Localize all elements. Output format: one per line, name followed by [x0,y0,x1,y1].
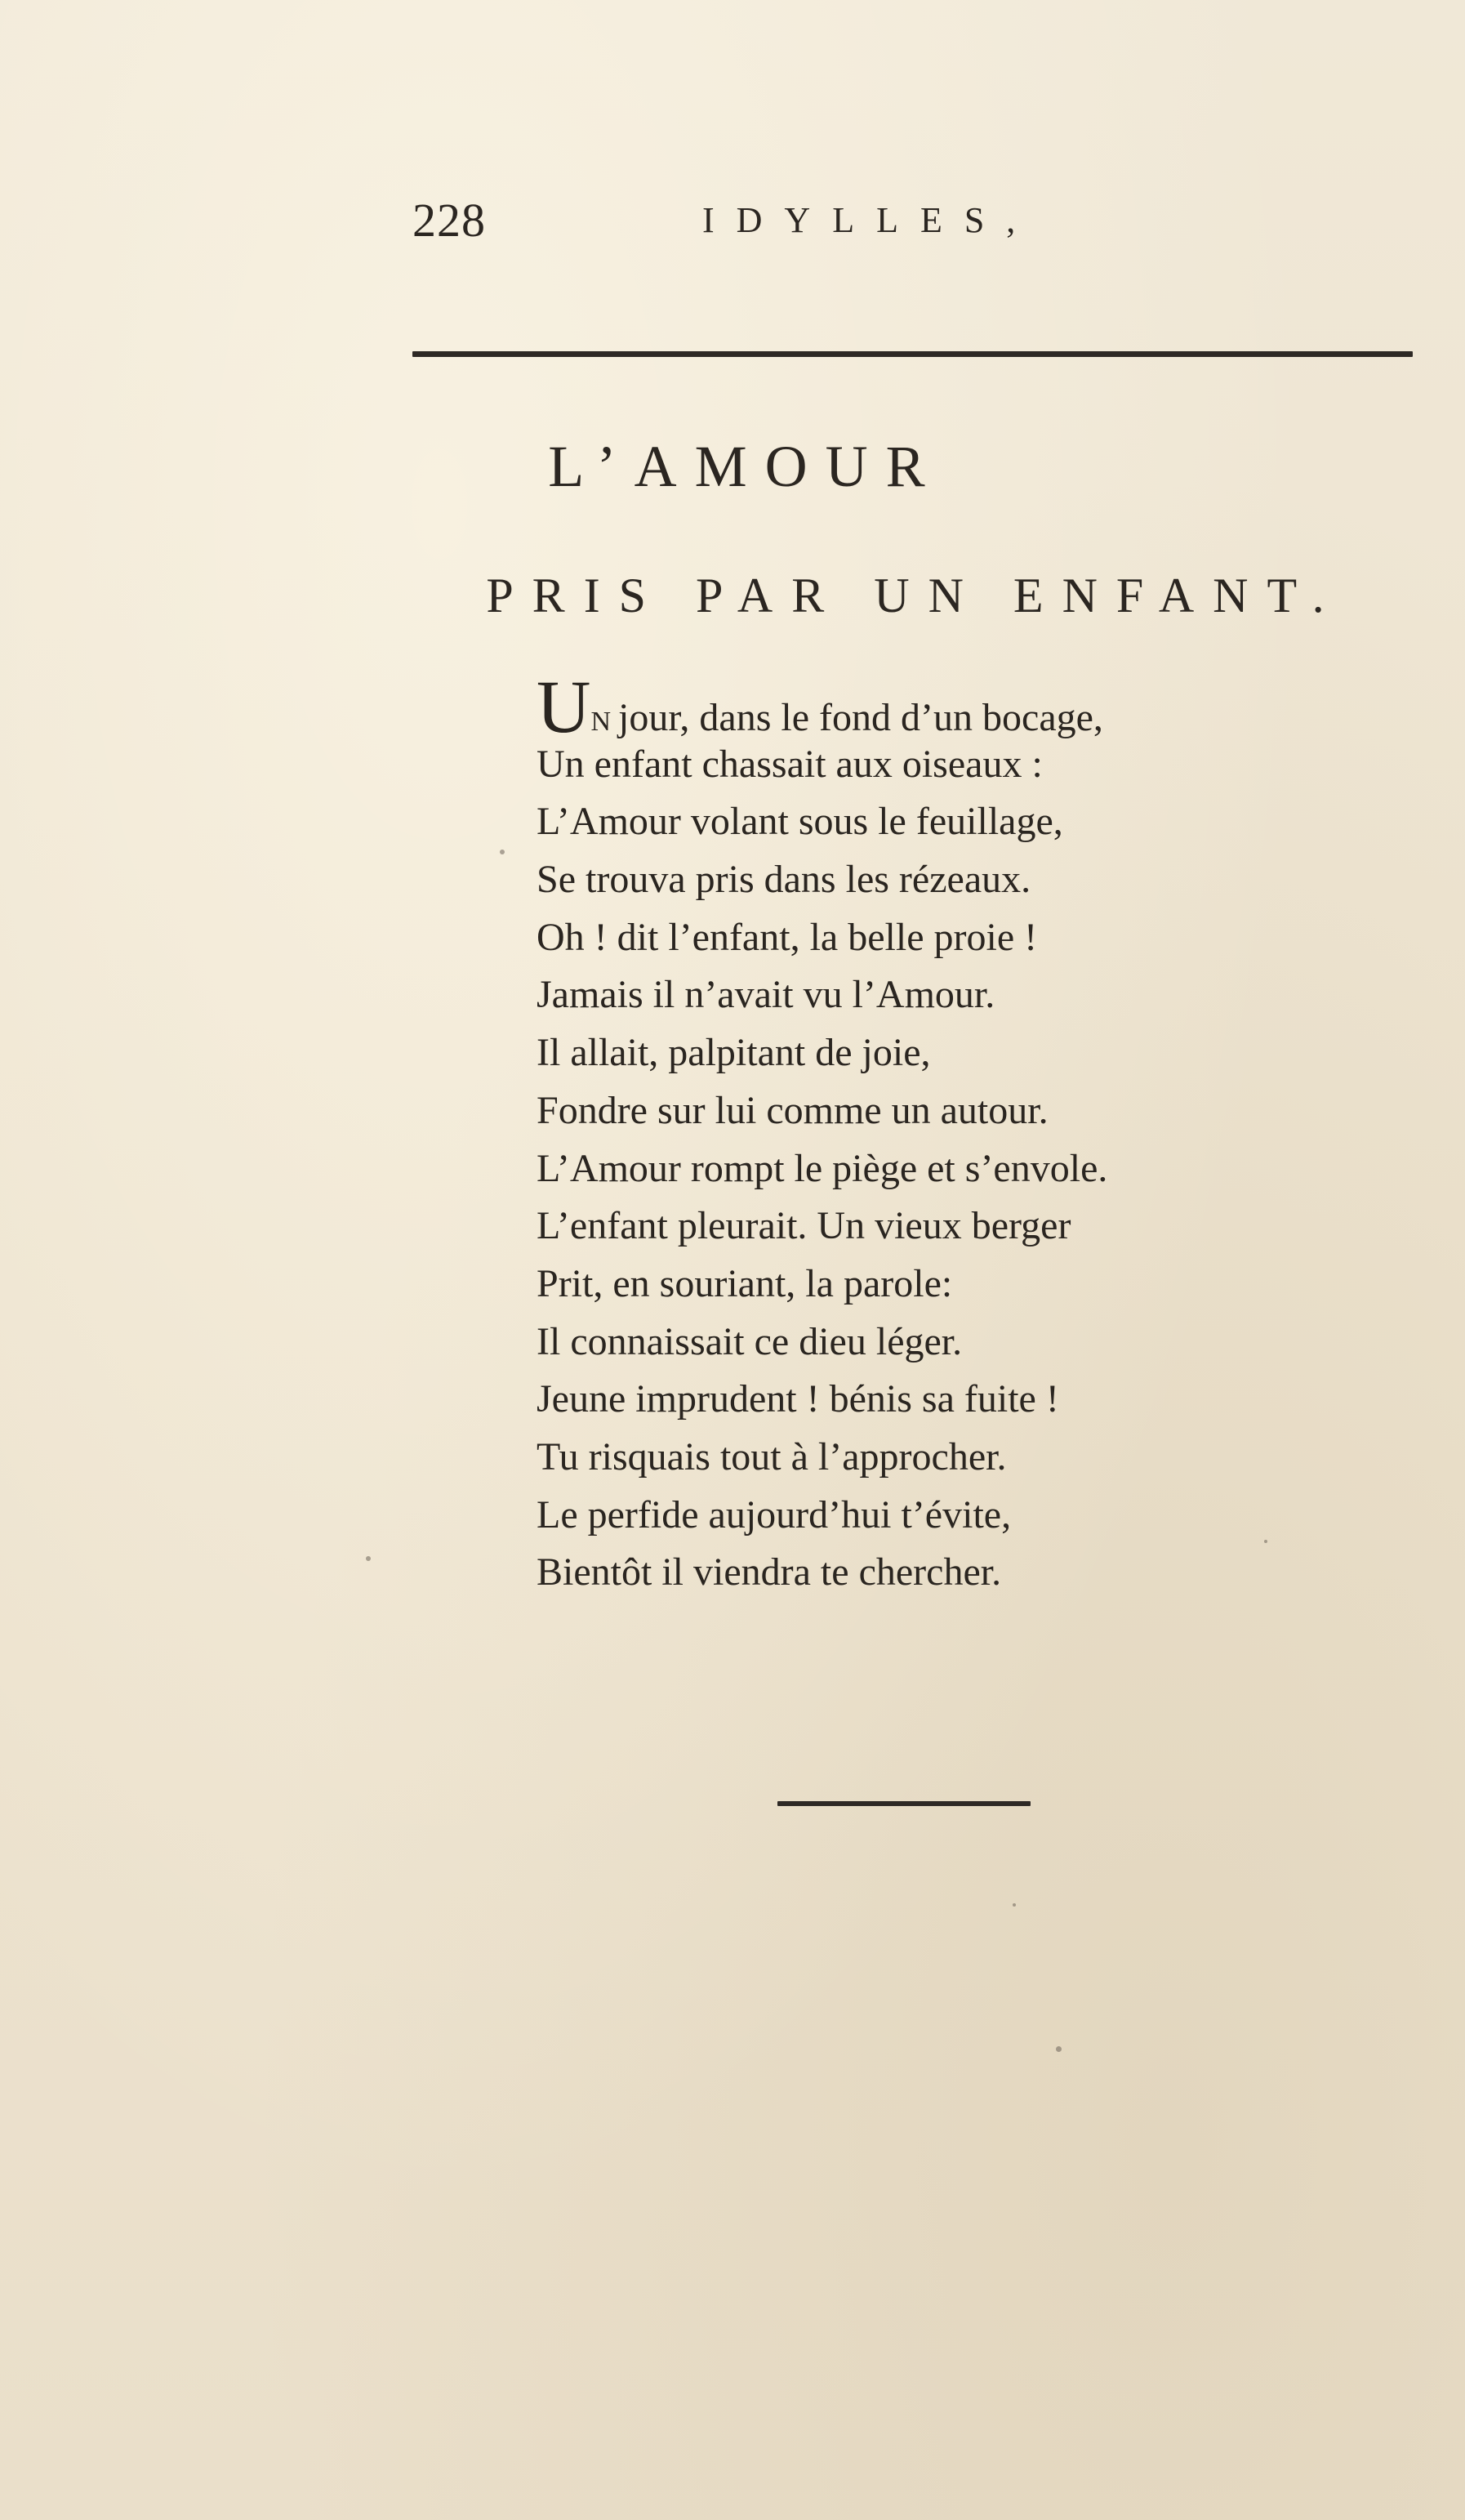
drop-initial: U [537,665,591,748]
poem-body [537,665,1353,1602]
paper-speck [1013,1903,1016,1907]
verse-line: Oh ! dit l’enfant, la belle proie ! [537,915,1038,959]
poem-title: L’AMOUR [548,434,943,499]
page-number: 228 [412,194,486,247]
poem-subtitle: PRIS PAR UN ENFANT. [486,569,1343,622]
verse-line: L’Amour rompt le piège et s’envole. [537,1146,1108,1190]
verse-line: Tu risquais tout à l’approcher. [537,1434,1007,1479]
small-caps-letter: N [590,707,612,737]
verse-line: L’enfant pleurait. Un vieux berger [537,1204,1071,1248]
verse-line: Fondre sur lui comme un autour. [537,1088,1049,1132]
verse-line: Il connaissait ce dieu léger. [537,1319,963,1363]
verse-line: L’Amour volant sous le feuillage, [537,800,1063,844]
end-rule [777,1801,1031,1806]
verse-line: Il allait, palpitant de joie, [537,1031,931,1075]
running-head: IDYLLES, [702,200,1038,240]
verse-line [537,665,1353,748]
verse-text: jour, dans le fond d’un bocage, [618,696,1103,739]
verse-line: Le perfide aujourd’hui t’évite, [537,1492,1012,1537]
verse-line: Un enfant chassait aux oiseaux : [537,742,1043,786]
verse-line: Prit, en souriant, la parole: [537,1261,953,1305]
verse-line: Jeune imprudent ! bénis sa fuite ! [537,1377,1059,1421]
paper-speck [500,850,505,854]
header-rule [412,351,1413,357]
paper-speck [1264,1540,1267,1543]
paper-speck [366,1556,371,1561]
paper-speck [1056,2046,1062,2052]
verse-line: Se trouva pris dans les rézeaux. [537,858,1031,902]
verse-line: Bientôt il viendra te chercher. [537,1550,1002,1595]
verse-line: Jamais il n’avait vu l’Amour. [537,973,995,1017]
